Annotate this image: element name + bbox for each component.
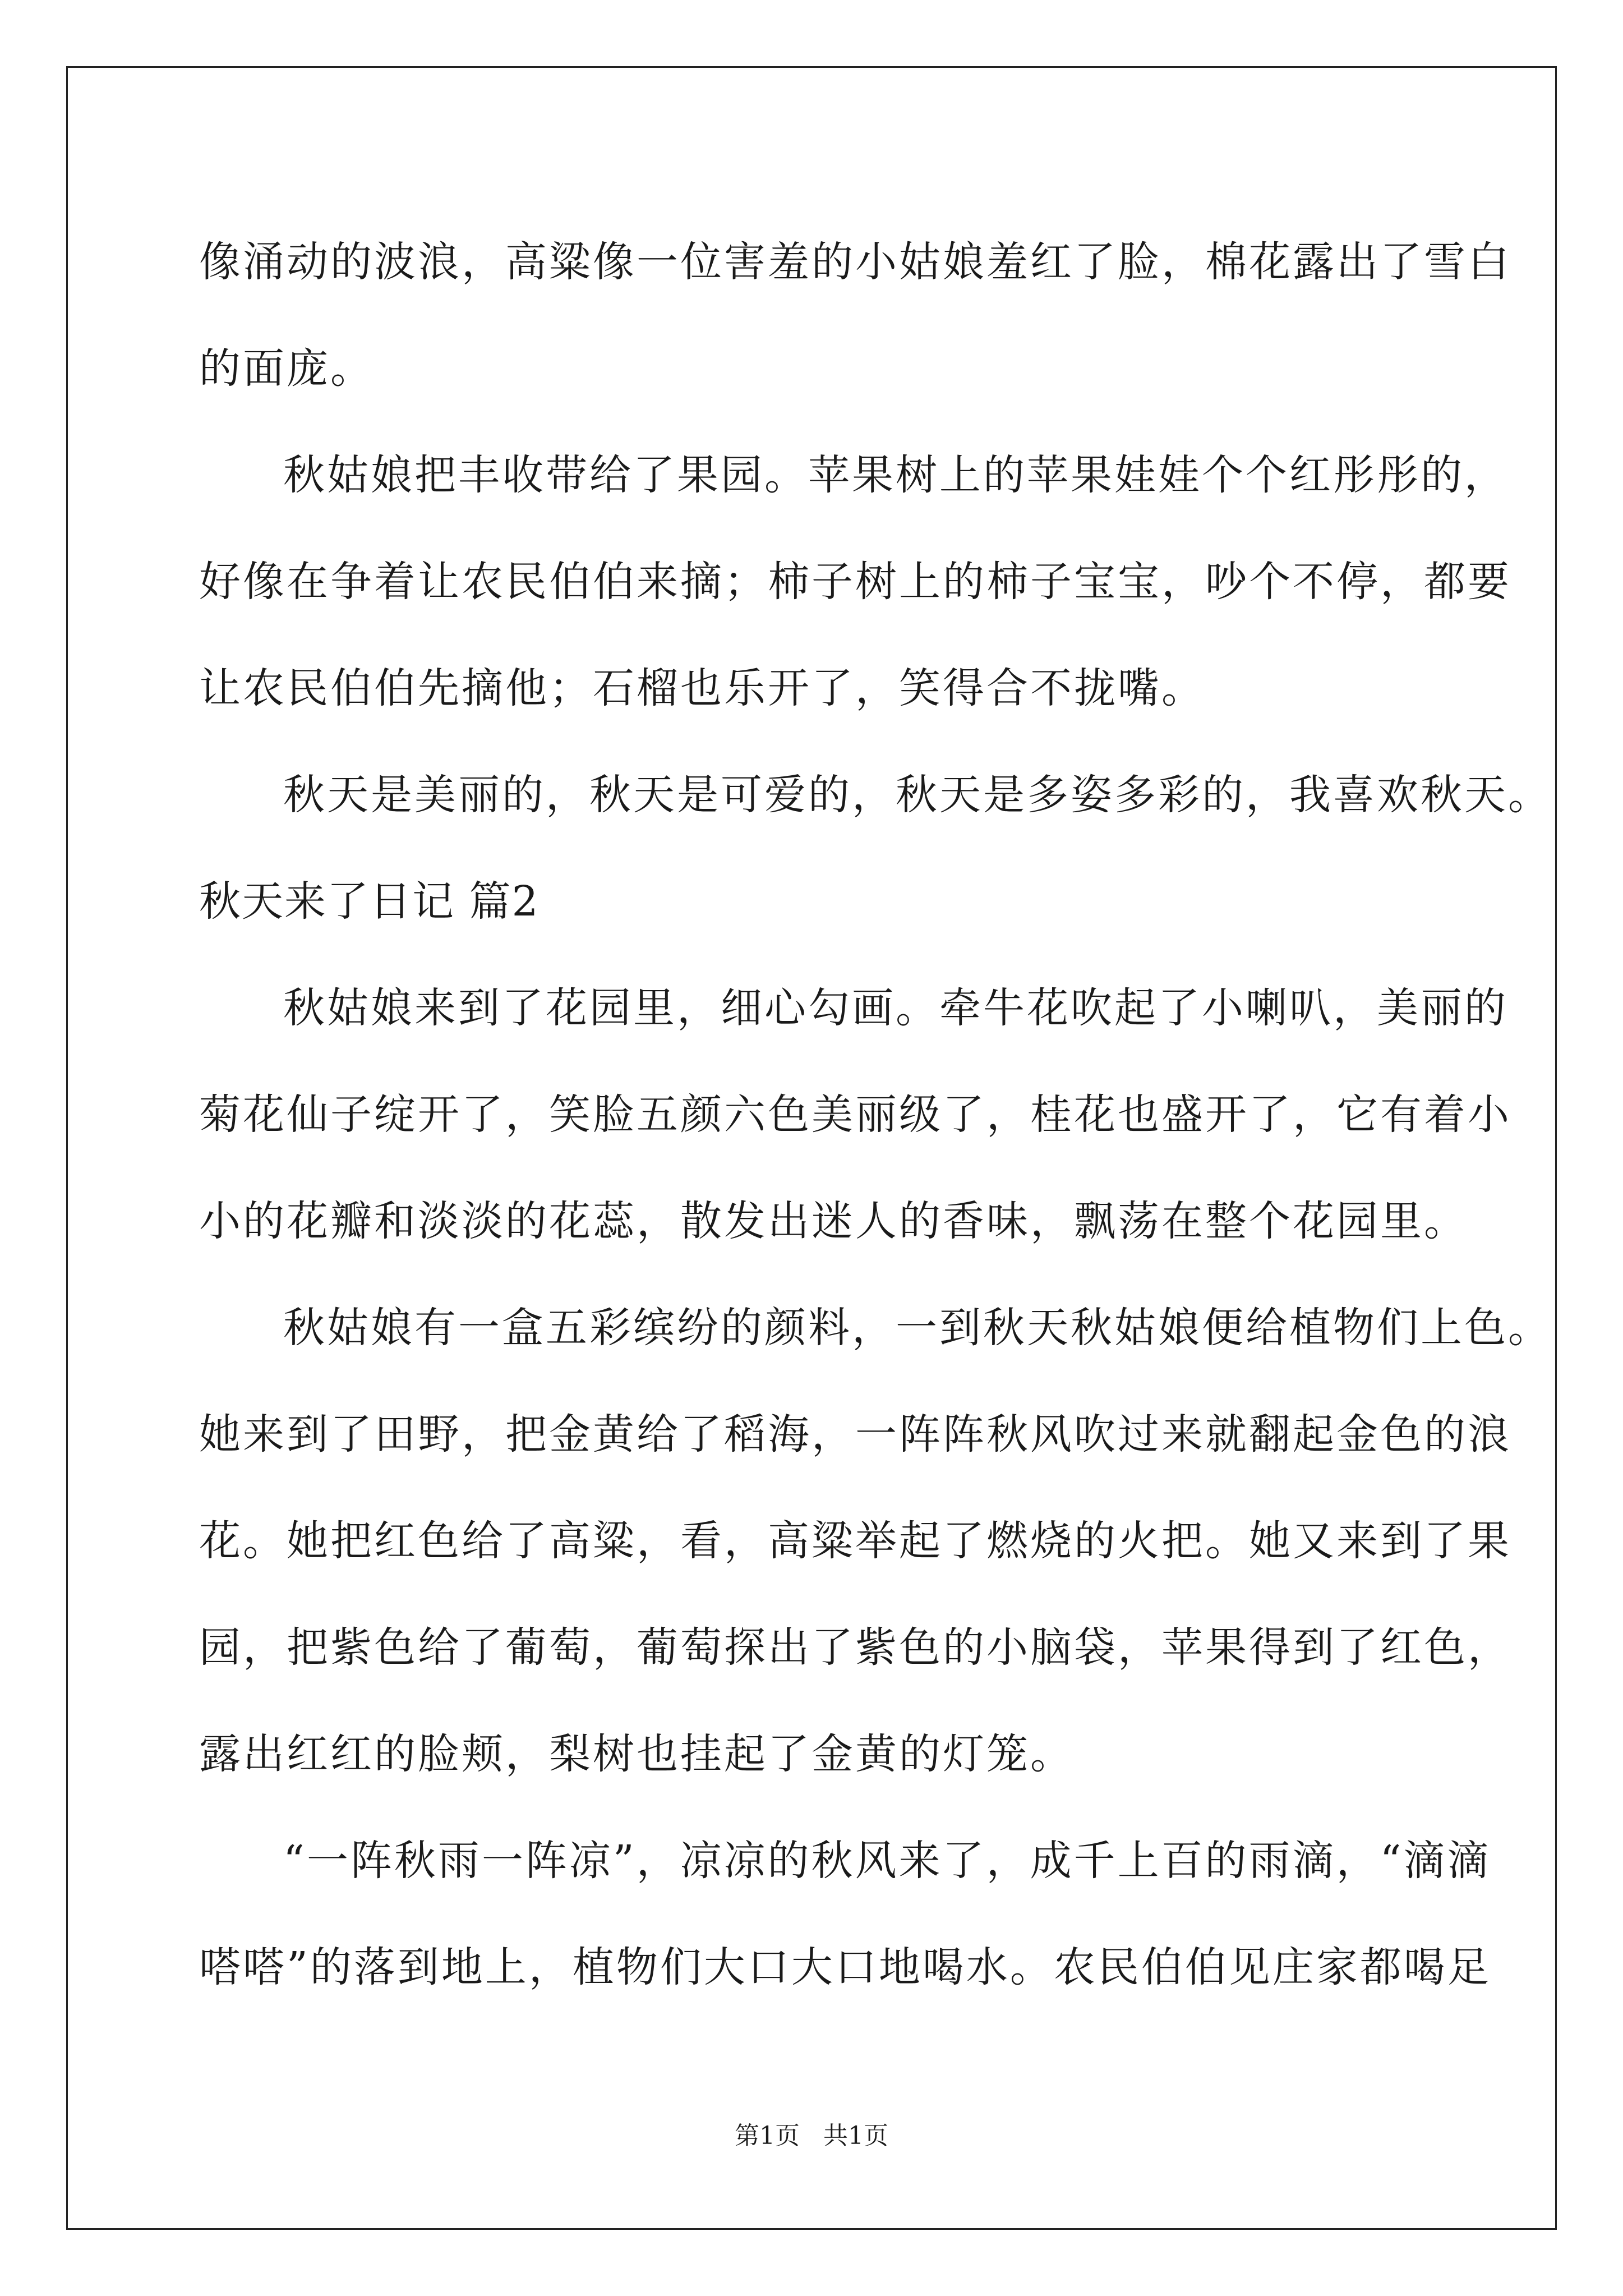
text-line-15: 露出红红的脸颊，梨树也挂起了金黄的灯笼。 xyxy=(199,1730,1074,1778)
text-line-12: 她来到了田野，把金黄给了稻海，一阵阵秋风吹过来就翻起金色的浪 xyxy=(199,1410,1511,1458)
text-line-5: 让农民伯伯先摘他；石榴也乐开了，笑得合不拢嘴。 xyxy=(199,664,1205,712)
text-line-1: 像涌动的波浪，高粱像一位害羞的小姑娘羞红了脸，棉花露出了雪白 xyxy=(199,238,1511,286)
text-line-11: 秋姑娘有一盒五彩缤纷的颜料，一到秋天秋姑娘便给植物们上色。 xyxy=(283,1304,1552,1352)
page-number-footer: 第1页 共1页 xyxy=(735,2122,888,2150)
text-line-17: 嗒嗒”的落到地上，植物们大口大口地喝水。农民伯伯见庄家都喝足 xyxy=(199,1943,1491,1991)
text-line-16: “一阵秋雨一阵凉”，凉凉的秋风来了，成千上百的雨滴，“滴滴 xyxy=(283,1837,1491,1885)
document-body xyxy=(199,209,1552,2021)
text-line-14: 园，把紫色给了葡萄，葡萄探出了紫色的小脑袋，苹果得到了红色， xyxy=(199,1623,1511,1672)
text-line-4: 好像在争着让农民伯伯来摘；柿子树上的柿子宝宝，吵个不停，都要 xyxy=(199,558,1511,606)
text-line-2: 的面庞。 xyxy=(199,344,374,393)
text-line-6: 秋天是美丽的，秋天是可爱的，秋天是多姿多彩的，我喜欢秋天。 xyxy=(283,771,1552,819)
text-line-9: 菊花仙子绽开了，笑脸五颜六色美丽级了，桂花也盛开了，它有着小 xyxy=(199,1091,1511,1139)
text-line-3: 秋姑娘把丰收带给了果园。苹果树上的苹果娃娃个个红彤彤的， xyxy=(283,451,1508,499)
text-line-10: 小的花瓣和淡淡的花蕊，散发出迷人的香味，飘荡在整个花园里。 xyxy=(199,1197,1468,1245)
text-line-13: 花。她把红色给了高粱，看，高粱举起了燃烧的火把。她又来到了果 xyxy=(199,1517,1511,1565)
section-heading: 秋天来了日记 篇2 xyxy=(199,877,540,926)
text-line-8: 秋姑娘来到了花园里，细心勾画。牵牛花吹起了小喇叭，美丽的 xyxy=(283,984,1508,1032)
